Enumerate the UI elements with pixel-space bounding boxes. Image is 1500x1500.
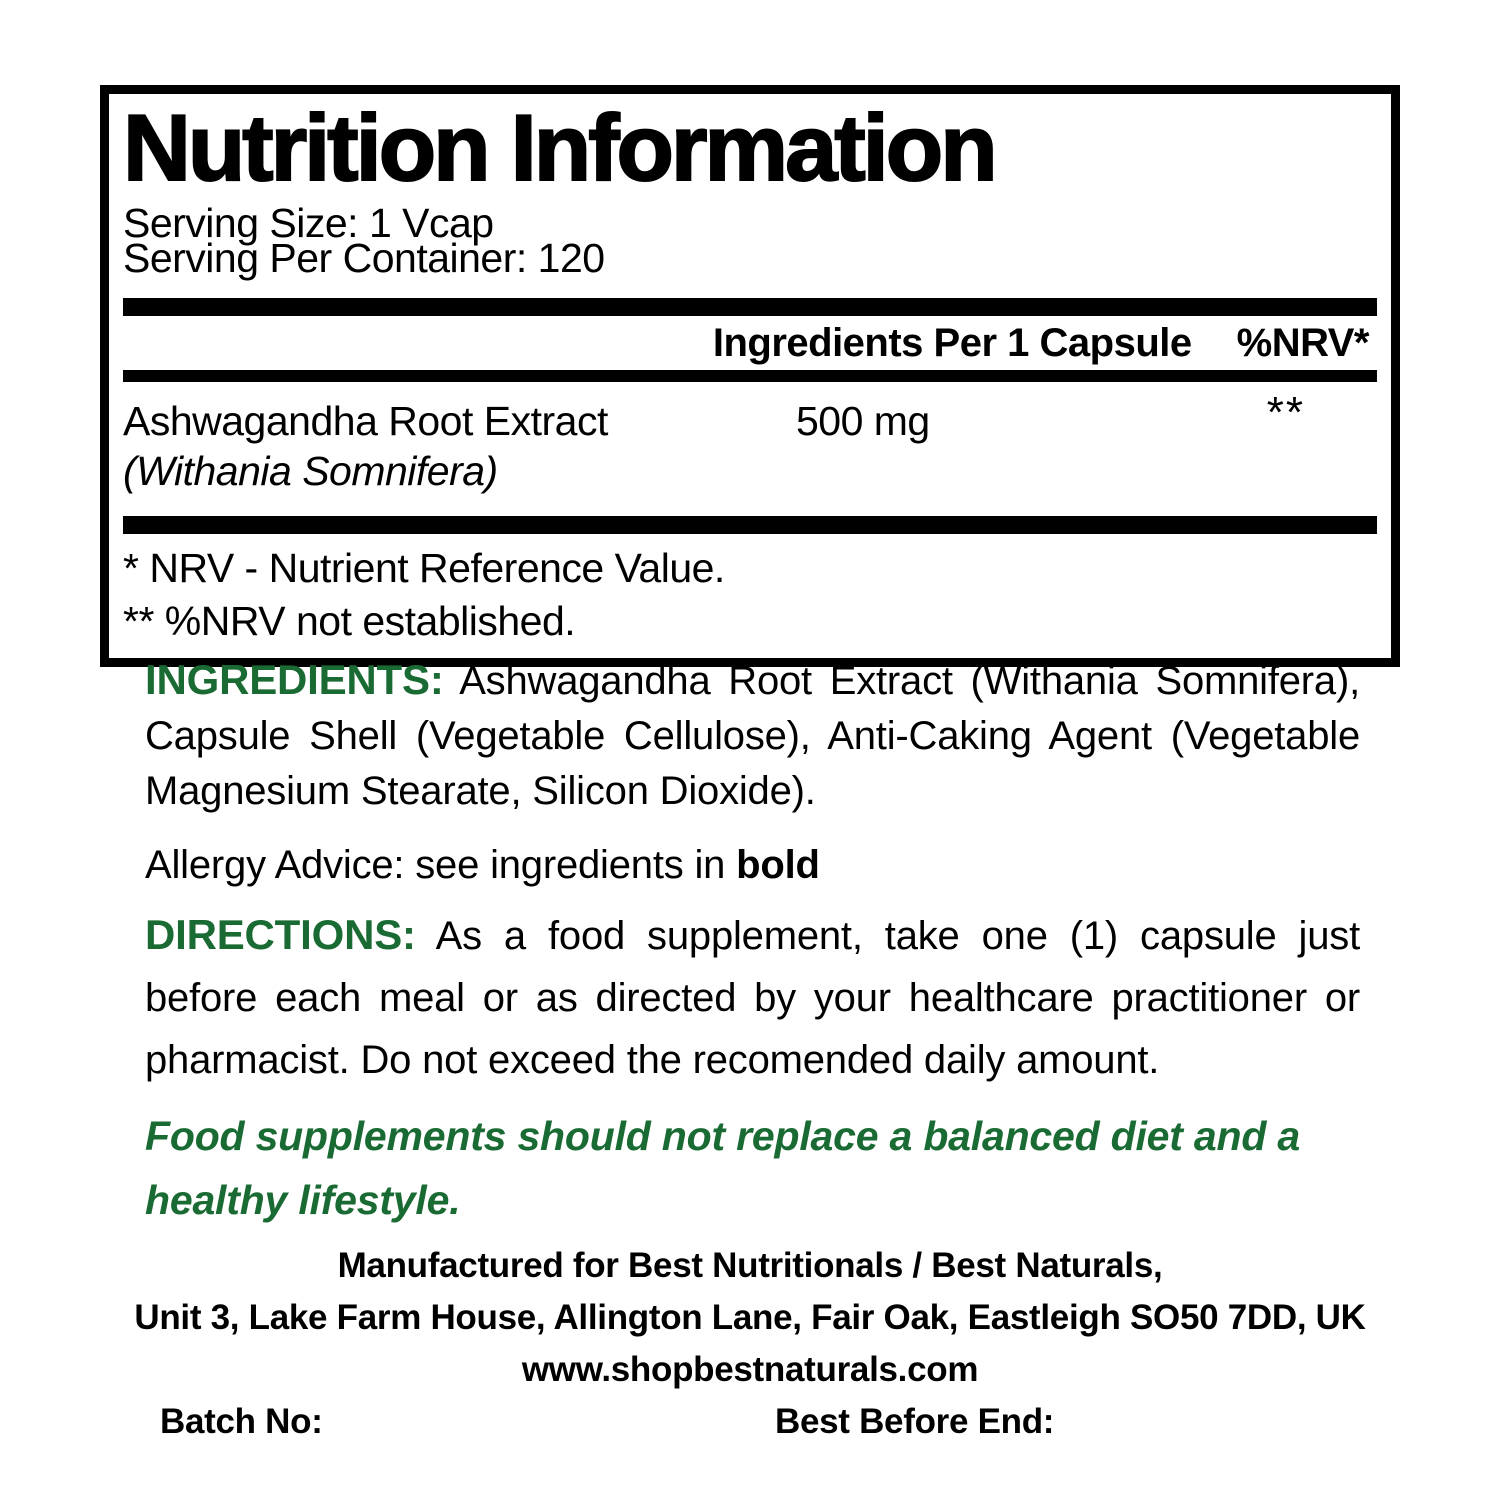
manufacturer-block	[0, 1240, 1500, 1448]
nutrition-panel	[100, 85, 1400, 667]
divider-thick-bottom	[123, 516, 1377, 534]
table-column-header	[123, 316, 1377, 370]
website-url: www.shopbestnaturals.com	[521, 1350, 979, 1389]
ingredient-name-main: Ashwagandha Root Extract	[123, 397, 608, 444]
column-header-ingredients: Ingredients Per 1 Capsule	[712, 320, 1192, 365]
serving-size: Serving Size: 1 Vcap	[123, 199, 494, 246]
divider-medium	[123, 370, 1377, 382]
directions-paragraph	[145, 904, 1360, 1091]
ingredients-text: Ashwagandha Root Extract (Withania Somnifera), Capsule Shell (Vegetable Cellulose), Anti-Caking Agent (Vegetable Magnesium Stearate, Silicon Dioxide).	[145, 659, 1360, 813]
address-line: Unit 3, Lake Farm House, Allington Lane, Fair Oak, Eastleigh SO50 7DD, UK	[134, 1298, 1366, 1337]
disclaimer-text: Food supplements should not replace a balanced diet and a healthy lifestyle.	[145, 1113, 1301, 1223]
footnote-nrv: * NRV - Nutrient Reference Value.	[123, 544, 725, 591]
best-before-label: Best Before End:	[775, 1402, 1055, 1441]
allergy-text: Allergy Advice: see ingredients in	[145, 843, 737, 887]
footnote-nrv-not-established: ** %NRV not established.	[123, 597, 576, 644]
allergy-advice	[145, 838, 1360, 893]
manufactured-for-line: Manufactured for Best Nutritionals / Best Naturals,	[337, 1246, 1163, 1285]
table-row	[123, 387, 1377, 504]
panel-title: Nutrition Information	[123, 95, 995, 200]
directions-text: As a food supplement, take one (1) capsule just before each meal or as directed by your healthcare practitioner or pharmacist. Do not exceed the recomended daily amount.	[145, 914, 1360, 1082]
ingredient-name-latin: (Withania Somnifera)	[123, 447, 498, 494]
ingredient-amount: 500 mg	[795, 397, 930, 444]
serving-per-container: Serving Per Container: 120	[123, 234, 605, 281]
directions-label: DIRECTIONS:	[145, 911, 416, 958]
batch-row	[0, 1396, 1500, 1448]
ingredients-label: INGREDIENTS:	[145, 656, 444, 703]
divider-thick-top	[123, 298, 1377, 316]
batch-no-label: Batch No:	[160, 1402, 323, 1441]
ingredients-paragraph	[145, 652, 1360, 819]
allergy-bold-word: bold	[736, 843, 820, 887]
ingredient-name	[123, 396, 1377, 496]
column-header-nrv: %NRV*	[1236, 320, 1369, 365]
ingredient-nrv-value: **	[1266, 387, 1305, 437]
